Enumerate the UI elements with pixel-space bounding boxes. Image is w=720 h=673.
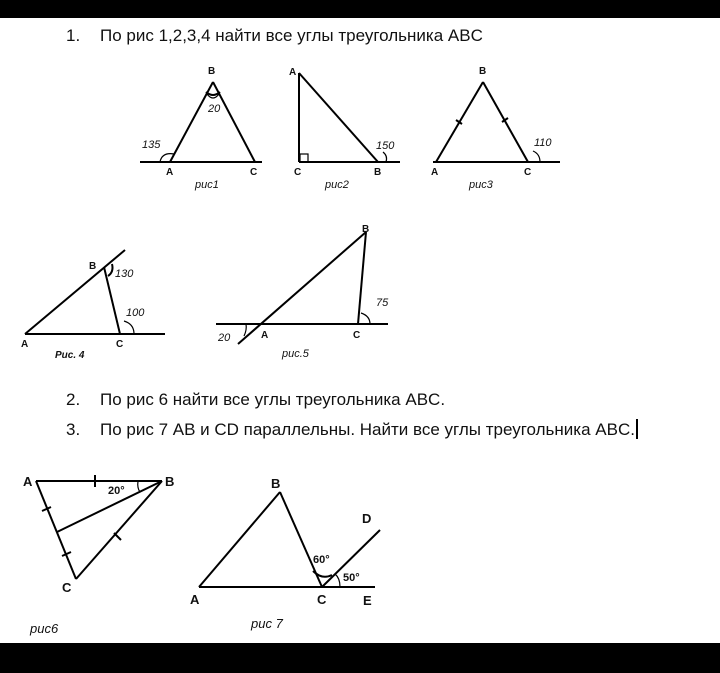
fig7-side-ab — [199, 492, 280, 587]
fig5-side-ab-extended — [238, 232, 366, 344]
fig1-angle-arc-b2 — [206, 92, 220, 95]
fig3-caption: рис3 — [469, 179, 493, 191]
fig5-angle-arc-c — [361, 313, 370, 324]
fig7-label-e: E — [363, 593, 372, 608]
task-2-text: По рис 6 найти все углы треугольника ABC. — [100, 390, 446, 409]
fig1-side-ab — [170, 82, 213, 162]
fig3-side-bc — [483, 82, 528, 162]
fig4-label-c: C — [116, 339, 124, 350]
fig4-label-a: A — [21, 339, 29, 350]
fig5-angle-arc-a — [244, 324, 246, 336]
fig5-angle-ext-a: 20 — [218, 332, 231, 344]
fig7-caption: рис 7 — [251, 616, 283, 631]
task-3-text: По рис 7 AB и CD параллельны. Найти все углы треугольника ABC. — [100, 420, 635, 439]
fig4-angle-arc-b — [108, 264, 113, 276]
fig7-label-d: D — [362, 511, 372, 526]
fig3-angle-ext-c: 110 — [534, 137, 552, 149]
fig6-label-c: C — [62, 580, 72, 595]
fig2-angle-arc-b — [383, 152, 387, 162]
fig2-caption: рис2 — [325, 179, 349, 191]
fig2-label-a: A — [289, 67, 297, 78]
fig6-label-b: B — [165, 474, 175, 489]
fig4-angle-ext-b: 130 — [115, 268, 134, 280]
fig5-caption: рис.5 — [282, 348, 309, 360]
task-2-number: 2. — [66, 390, 81, 409]
fig1-caption: рис1 — [195, 179, 219, 191]
task-1-number: 1. — [66, 26, 81, 45]
fig2-side-ab — [299, 73, 378, 162]
figure-1 — [140, 66, 262, 191]
fig3-label-a: A — [431, 167, 439, 178]
fig6-label-a: A — [23, 474, 33, 489]
fig6-angle-b: 20° — [108, 485, 125, 497]
fig7-label-a: A — [190, 592, 200, 607]
fig1-angle-ext-a: 135 — [142, 139, 161, 151]
fig4-angle-arc-c — [124, 321, 134, 334]
figure-7 — [190, 476, 380, 631]
fig1-label-a: A — [166, 167, 174, 178]
figures-canvas — [0, 18, 720, 643]
fig7-angle-dce: 50° — [343, 572, 360, 584]
task-3-number: 3. — [66, 420, 81, 439]
figure-5 — [216, 224, 389, 360]
figure-3 — [431, 66, 560, 191]
fig1-angle-b: 20 — [208, 103, 221, 115]
fig6-tick-bc — [114, 533, 121, 540]
fig7-angle-bcd: 60° — [313, 554, 330, 566]
fig3-label-c: C — [524, 167, 532, 178]
fig2-label-b: B — [374, 167, 382, 178]
fig5-angle-ext-c: 75 — [376, 297, 389, 309]
fig1-label-c: C — [250, 167, 258, 178]
fig5-side-bc — [358, 232, 366, 324]
fig6-caption: рис6 — [30, 621, 59, 636]
fig7-angle-arc-dce — [335, 574, 340, 587]
figure-4 — [21, 250, 165, 361]
fig1-label-b: B — [208, 66, 216, 77]
fig4-angle-ext-c: 100 — [126, 307, 145, 319]
fig2-label-c: C — [294, 167, 302, 178]
fig6-side-ac — [36, 481, 76, 579]
fig4-label-b: B — [89, 261, 97, 272]
fig3-angle-arc-c — [533, 151, 540, 162]
worksheet-page — [0, 18, 720, 643]
fig6-angle-arc-b — [138, 481, 140, 492]
fig5-label-b: B — [362, 224, 370, 235]
fig3-label-b: B — [479, 66, 487, 77]
fig5-label-a: A — [261, 330, 269, 341]
figure-2 — [289, 67, 400, 191]
fig2-angle-ext-b: 150 — [376, 140, 395, 152]
fig7-label-c: C — [317, 592, 327, 607]
fig2-right-angle-mark — [300, 154, 308, 162]
fig4-caption: Рис. 4 — [55, 350, 85, 361]
task-1-text: По рис 1,2,3,4 найти все углы треугольника ABC — [100, 26, 483, 45]
fig5-label-c: C — [353, 330, 361, 341]
figure-6 — [23, 474, 174, 636]
fig7-label-b: B — [271, 476, 281, 491]
fig1-side-bc — [213, 82, 255, 162]
